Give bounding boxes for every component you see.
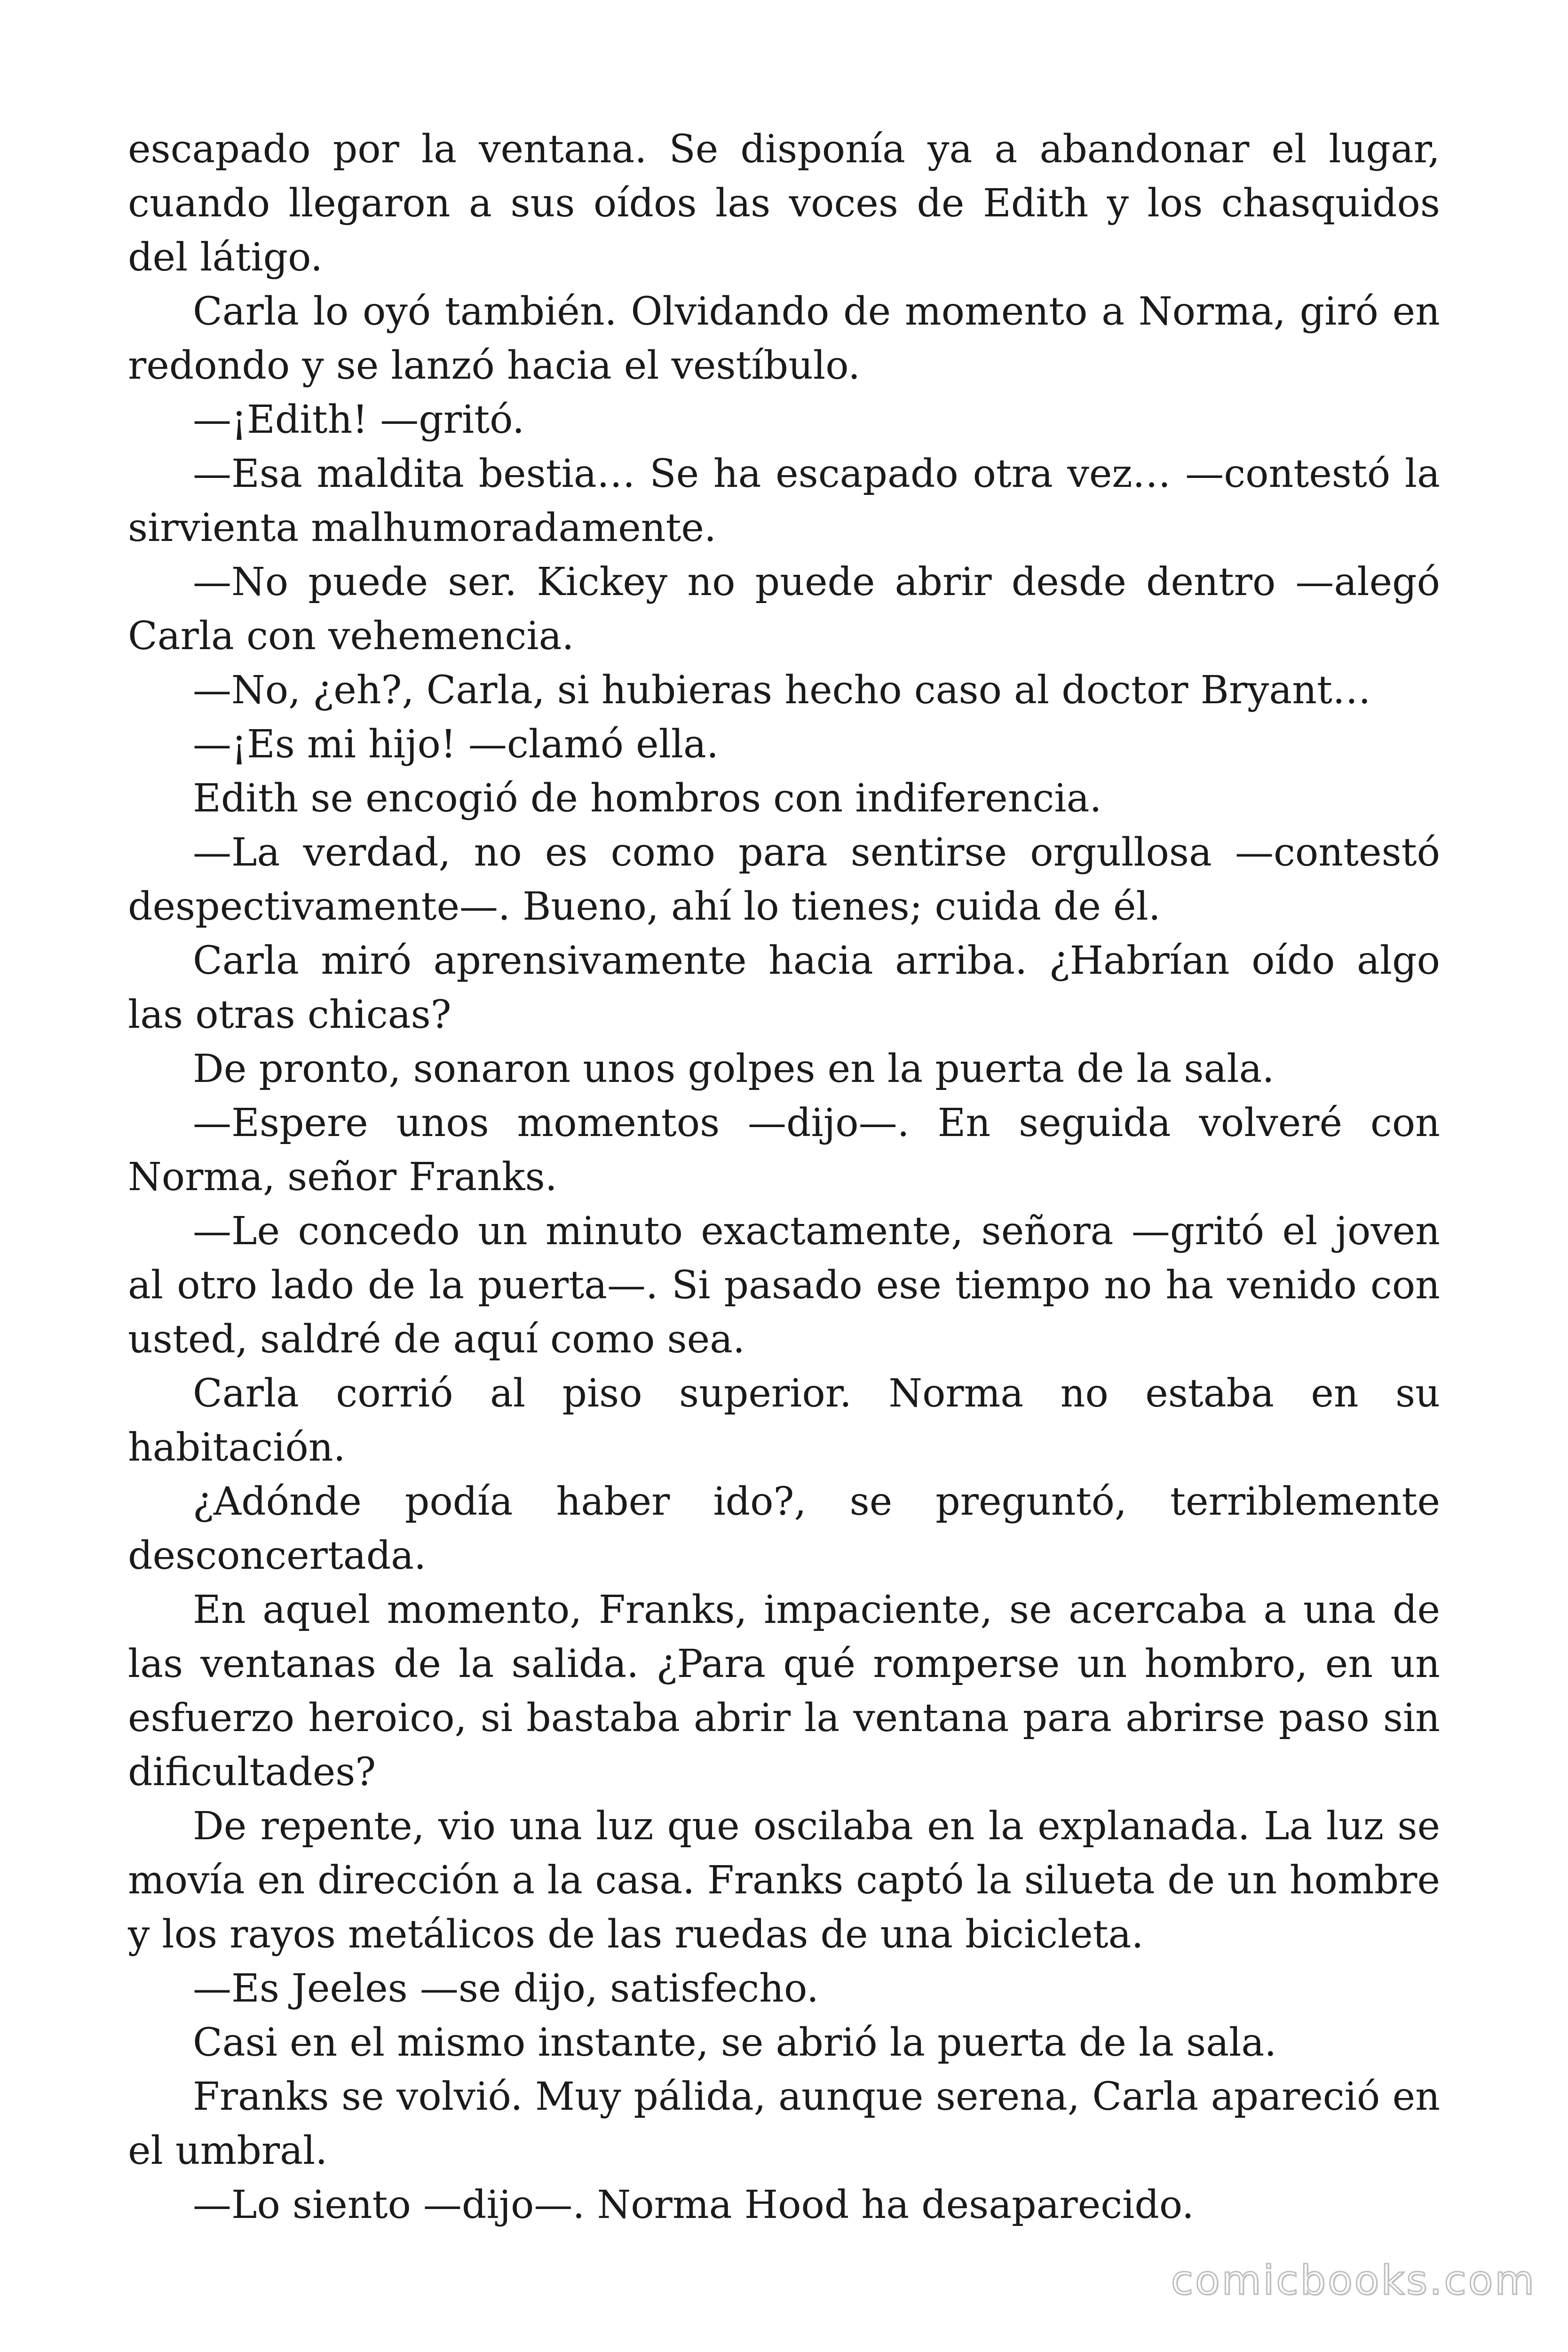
paragraph: De pronto, sonaron unos golpes en la puerta de la sala. xyxy=(193,1047,1275,1091)
paragraph: —No, ¿eh?, Carla, si hubieras hecho caso al doctor Bryant… xyxy=(193,668,1371,713)
page-text xyxy=(128,122,1440,2232)
paragraph: Casi en el mismo instante, se abrió la puerta de la sala. xyxy=(193,2020,1277,2065)
paragraph: —No puede ser. Kickey no puede abrir desde dentro —alegó Carla con vehemencia. xyxy=(128,560,1440,659)
paragraph: Carla lo oyó también. Olvidando de momento a Norma, giró en redondo y se lanzó hacia el vestíbulo. xyxy=(128,289,1440,388)
paragraph: Franks se volvió. Muy pálida, aunque serena, Carla apareció en el umbral. xyxy=(128,2074,1440,2173)
paragraph: Edith se encogió de hombros con indiferencia. xyxy=(193,776,1102,821)
paragraph: Carla miró aprensivamente hacia arriba. ¿Habrían oído algo las otras chicas? xyxy=(128,938,1440,1037)
paragraph: —¡Es mi hijo! —clamó ella. xyxy=(193,722,719,767)
paragraph: En aquel momento, Franks, impaciente, se acercaba a una de las ventanas de la salida. ¿Para qué romperse un hombro, en un esfuerzo heroico, si bastaba abrir la ventana para abrirse paso sin dificultades? xyxy=(128,1588,1440,1795)
paragraph: —La verdad, no es como para sentirse orgullosa —contestó despectivamente—. Bueno, ahí lo tienes; cuida de él. xyxy=(128,830,1440,929)
paragraph: ¿Adónde podía haber ido?, se preguntó, terriblemente desconcertada. xyxy=(128,1479,1440,1578)
paragraph: escapado por la ventana. Se disponía ya a abandonar el lugar, cuando llegaron a sus oídos las voces de Edith y los chasquidos del látigo. xyxy=(128,127,1440,280)
paragraph: De repente, vio una luz que oscilaba en la explanada. La luz se movía en dirección a la casa. Franks captó la silueta de un hombre y los rayos metálicos de las ruedas de una bicicleta. xyxy=(128,1804,1440,1957)
paragraph: —Le concedo un minuto exactamente, señora —gritó el joven al otro lado de la puerta—. Si pasado ese tiempo no ha venido con usted, saldré de aquí como sea. xyxy=(128,1209,1440,1362)
watermark: comicbooks.com xyxy=(1171,2257,1536,2304)
paragraph: —Es Jeeles —se dijo, satisfecho. xyxy=(193,1966,819,2011)
paragraph: —Lo siento —dijo—. Norma Hood ha desaparecido. xyxy=(193,2183,1194,2227)
paragraph: Carla corrió al piso superior. Norma no estaba en su habitación. xyxy=(128,1371,1440,1470)
paragraph: —Esa maldita bestia… Se ha escapado otra vez… —contestó la sirvienta malhumoradamente. xyxy=(128,452,1440,550)
paragraph: —¡Edith! —gritó. xyxy=(193,397,525,442)
paragraph: —Espere unos momentos —dijo—. En seguida volveré con Norma, señor Franks. xyxy=(128,1101,1440,1200)
